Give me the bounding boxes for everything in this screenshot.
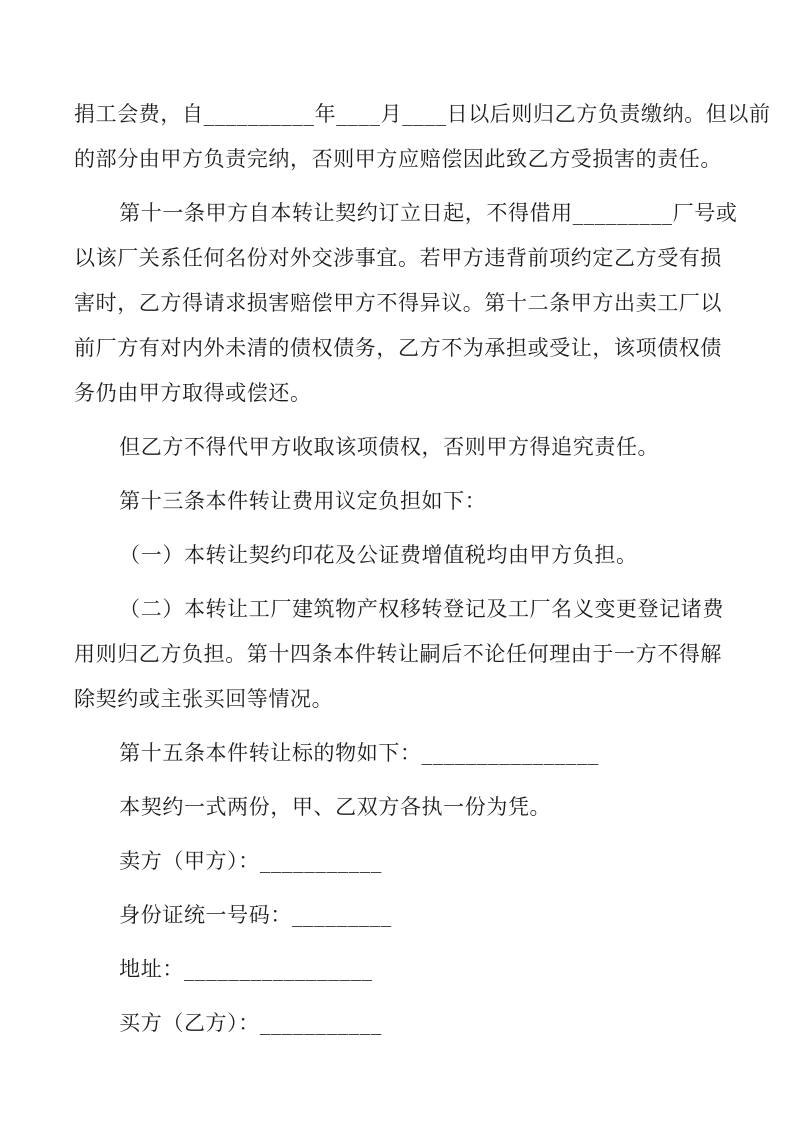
paragraph [74,947,730,992]
paragraph [74,479,730,524]
paragraph [74,587,730,722]
text-line: 第十三条本件转让费用议定负担如下： [119,489,487,513]
paragraph [74,92,771,182]
text-line: 本契约一式两份，甲、乙双方各执一份为凭。 [119,795,552,819]
paragraph [74,893,730,938]
text-line: 除契约或主张买回等情况。 [74,687,334,711]
text-line: 身份证统一号码：_________ [119,903,392,927]
paragraph [74,731,730,776]
paragraph [74,191,738,416]
text-line: 用则归乙方负担。第十四条本件转让嗣后不论任何理由于一方不得解 [74,642,722,666]
paragraph [74,839,730,884]
text-line: 捐工会费，自__________年____月____日以后则归乙方负责缴纳。但以前 [74,102,771,126]
text-line: 害时，乙方得请求损害赔偿甲方不得异议。第十二条甲方出卖工厂以 [74,291,722,315]
text-line: 的部分由甲方负责完纳，否则甲方应赔偿因此致乙方受损害的责任。 [74,147,722,171]
text-line: 前厂方有对内外未清的债权债务，乙方不为承担或受让，该项债权债 [74,336,722,360]
text-line: （二）本转让工厂建筑物产权移转登记及工厂名义变更登记诸费 [119,597,724,621]
text-line: 第十五条本件转让标的物如下：________________ [119,741,600,765]
paragraph [74,785,730,830]
paragraph [74,533,730,578]
paragraph [74,425,730,470]
text-line: 第十一条甲方自本转让契约订立日起，不得借用_________厂号或 [119,201,738,225]
text-line: 但乙方不得代甲方收取该项债权，否则甲方得追究责任。 [119,435,660,459]
text-line: 以该厂关系任何名份对外交涉事宜。若甲方违背前项约定乙方受有损 [74,246,722,270]
text-line: 卖方（甲方）：___________ [119,849,382,873]
text-line: 地址：_________________ [119,957,373,981]
text-line: 务仍由甲方取得或偿还。 [74,381,312,405]
text-line: 买方（乙方）：___________ [119,1011,382,1035]
text-line: （一）本转让契约印花及公证费增值税均由甲方负担。 [119,543,638,567]
paragraph [74,1001,730,1046]
